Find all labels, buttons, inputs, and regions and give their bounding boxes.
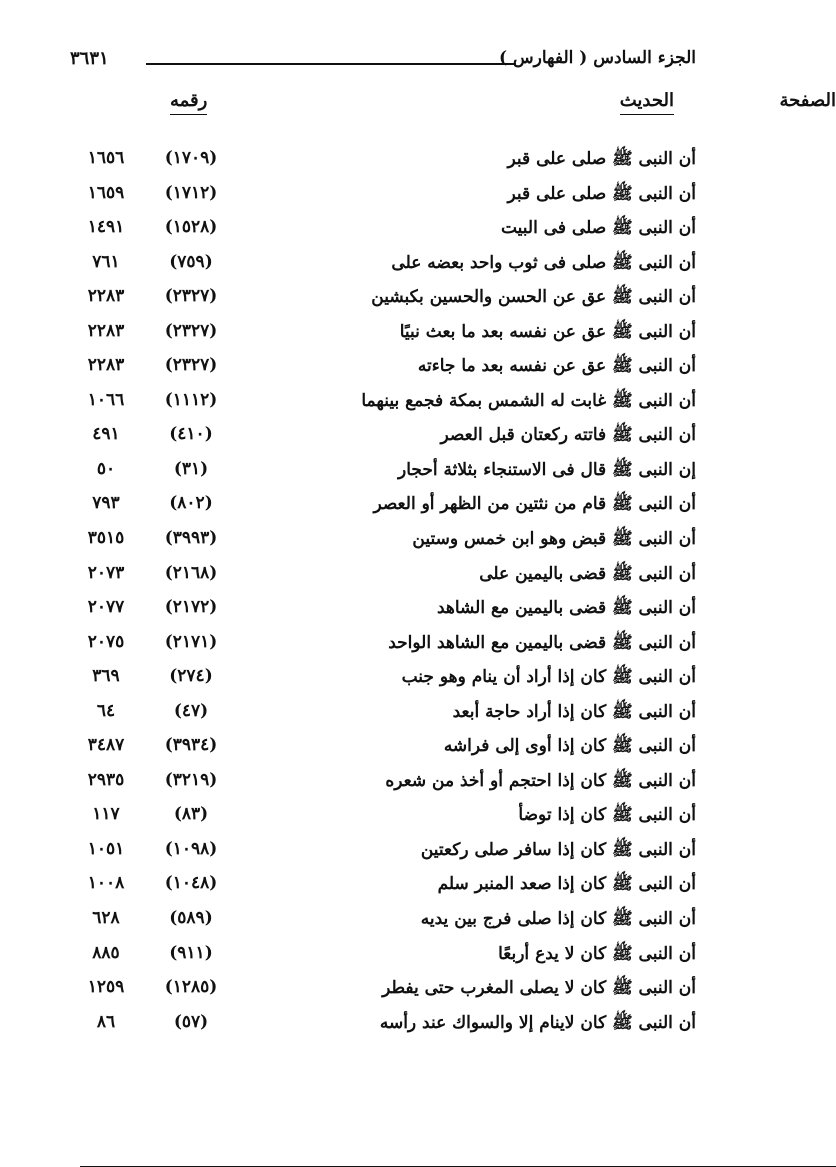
index-row [0, 800, 756, 835]
hadith-text: أن النبى ﷺ كان إذا توضأ [518, 805, 696, 826]
page-reference: ١٠٦٦ [87, 389, 125, 410]
hadith-number: (٢١٦٨) [164, 562, 218, 583]
column-header-page: الصفحة [80, 90, 836, 1167]
index-row [0, 662, 756, 697]
hadith-text: أن النبى ﷺ فاتته ركعتان قبل العصر [440, 425, 696, 446]
hadith-number: (٤١٠) [169, 424, 213, 445]
hadith-number: (١٧٠٩) [164, 148, 218, 168]
page-reference: ٧٦١ [92, 251, 120, 272]
hadith-text: أن النبى ﷺ قبض وهو ابن خمس وستين [412, 529, 696, 550]
running-header [70, 46, 696, 76]
page-reference: ١٤٩١ [87, 217, 125, 238]
hadith-number: (١٢٨٥) [164, 977, 218, 998]
hadith-text: أن النبى ﷺ كان إذا صلى فرج بين يديه [420, 909, 696, 930]
hadith-number: (٣١) [173, 458, 209, 479]
page-reference: ٢٩٣٥ [87, 769, 125, 790]
page-reference: ٢٠٧٥ [87, 631, 125, 652]
hadith-text: أن النبى ﷺ كان لا يصلى المغرب حتى يفطر [382, 978, 696, 999]
hadith-number: (٨٣) [173, 804, 209, 825]
hadith-number: (١٠٤٨) [164, 873, 218, 894]
page-reference: ٦٤ [96, 700, 116, 721]
hadith-number: (٤٧) [173, 700, 209, 721]
index-row [0, 489, 756, 524]
hadith-number: (٨٠٢) [169, 493, 213, 514]
page-reference: ٢٢٨٣ [87, 286, 125, 307]
hadith-number: (١٥٢٨) [164, 217, 218, 238]
hadith-number: (٢١٧٢) [164, 597, 218, 618]
hadith-text: أن النبى ﷺ قام من نثتين من الظهر أو العصر [373, 494, 696, 515]
hadith-text: أن النبى ﷺ كان إذا احتجم أو أخذ من شعره [385, 770, 696, 791]
index-row [0, 904, 756, 939]
hadith-number: (٩١١) [169, 942, 213, 963]
hadith-number: (١١١٢) [164, 389, 218, 410]
hadith-number: (١٠٩٨) [164, 838, 218, 859]
page-reference: ٤٩١ [92, 424, 120, 445]
index-row [0, 179, 756, 214]
hadith-text: أن النبى ﷺ صلى فى البيت [500, 218, 696, 239]
page-reference: ٣٥١٥ [87, 528, 125, 549]
index-row [0, 835, 756, 870]
page-number: ٣٦٣١ [70, 48, 109, 69]
index-row [0, 248, 756, 283]
running-title: الجزء السادس ( الفهارس ) [498, 48, 696, 68]
hadith-text: أن النبى ﷺ صلى على قبر [507, 183, 696, 204]
hadith-text: أن النبى ﷺ كان إذا سافر صلى ركعتين [420, 839, 696, 860]
hadith-text: أن النبى ﷺ كان لاينام إلا والسواك عند رأسه [379, 1012, 696, 1033]
hadith-number: (٥٧) [173, 1011, 209, 1032]
header-rule [146, 63, 516, 65]
page-reference: ٢٢٨٣ [87, 355, 125, 376]
page-reference: ٧٩٣ [92, 493, 120, 514]
page-reference: ٢٠٧٧ [87, 597, 125, 618]
hadith-text: أن النبى ﷺ كان إذا صعد المنبر سلم [437, 874, 696, 895]
page-reference: ٨٦ [96, 1011, 116, 1032]
page-reference: ٥٠ [96, 458, 116, 479]
index-row [0, 455, 756, 490]
hadith-number: (٣٩٣٤) [164, 735, 218, 756]
hadith-text: أن النبى ﷺ قضى باليمين مع الشاهد الواحد [388, 632, 696, 653]
page-reference: ١٢٥٩ [87, 977, 125, 998]
hadith-number: (١٧١٢) [164, 182, 218, 203]
index-row [0, 386, 756, 421]
hadith-number: (٢٣٢٧) [164, 355, 218, 376]
page-reference: ١٠٠٨ [87, 873, 125, 894]
hadith-number: (٥٨٩) [169, 908, 213, 929]
index-row [0, 628, 756, 663]
index-row [0, 351, 756, 386]
index-row [0, 317, 756, 352]
hadith-number: (٢١٧١) [164, 631, 218, 652]
page-reference: ٣٦٩ [92, 666, 120, 687]
hadith-text: أن النبى ﷺ غابت له الشمس بمكة فجمع بينهما [361, 390, 696, 411]
hadith-text: أن النبى ﷺ كان إذا أراد أن ينام وهو جنب [401, 667, 696, 688]
hadith-text: أن النبى ﷺ صلى فى ثوب واحد بعضه على [391, 252, 696, 273]
hadith-text: أن النبى ﷺ قضى باليمين على [479, 563, 696, 584]
hadith-text: أن النبى ﷺ قضى باليمين مع الشاهد [436, 598, 696, 619]
hadith-number: (٢٧٤) [169, 666, 213, 687]
index-list [0, 144, 756, 1042]
index-row [0, 213, 756, 248]
page-reference: ٣٤٨٧ [87, 735, 125, 756]
index-row [0, 939, 756, 974]
page-reference: ١٠٥١ [87, 838, 125, 859]
hadith-number: (٧٥٩) [169, 251, 213, 272]
index-row [0, 524, 756, 559]
index-row [0, 1008, 756, 1043]
hadith-text: أن النبى ﷺ كان لا يدع أربعًا [498, 943, 696, 964]
index-row [0, 697, 756, 732]
hadith-number: (٣٩٩٣) [164, 528, 218, 549]
index-row [0, 766, 756, 801]
index-row [0, 420, 756, 455]
hadith-text: أن النبى ﷺ عق عن الحسن والحسين بكبشين [371, 287, 696, 308]
hadith-text: أن النبى ﷺ صلى على قبر [507, 149, 696, 169]
index-row [0, 731, 756, 766]
page-reference: ٢٠٧٣ [87, 562, 125, 583]
hadith-text: أن النبى ﷺ عق عن نفسه بعد ما جاءته [417, 356, 696, 377]
column-header-hadith: الحديث [620, 90, 674, 115]
hadith-text: أن النبى ﷺ عق عن نفسه بعد ما بعث نبيًا [399, 321, 696, 342]
index-row [0, 869, 756, 904]
page-reference: ٢٢٨٣ [87, 320, 125, 341]
page-reference: ٦٢٨ [92, 908, 120, 929]
index-row [0, 559, 756, 594]
hadith-text: أن النبى ﷺ كان إذا أراد حاجة أبعد [452, 701, 696, 722]
page-reference: ١١٧ [92, 804, 120, 825]
index-row [0, 593, 756, 628]
hadith-text: أن النبى ﷺ كان إذا أوى إلى فراشه [443, 736, 696, 757]
page-reference: ١٦٥٦ [87, 148, 125, 168]
column-header-number: رقمه [170, 90, 207, 115]
index-row [0, 973, 756, 1008]
hadith-number: (٢٣٢٧) [164, 320, 218, 341]
hadith-number: (٣٢١٩) [164, 769, 218, 790]
index-row [0, 144, 756, 179]
hadith-number: (٢٣٢٧) [164, 286, 218, 307]
index-row [0, 282, 756, 317]
page-reference: ٨٨٥ [92, 942, 120, 963]
page-reference: ١٦٥٩ [87, 182, 125, 203]
hadith-text: إن النبى ﷺ قال فى الاستنجاء بثلاثة أحجار [398, 459, 696, 480]
